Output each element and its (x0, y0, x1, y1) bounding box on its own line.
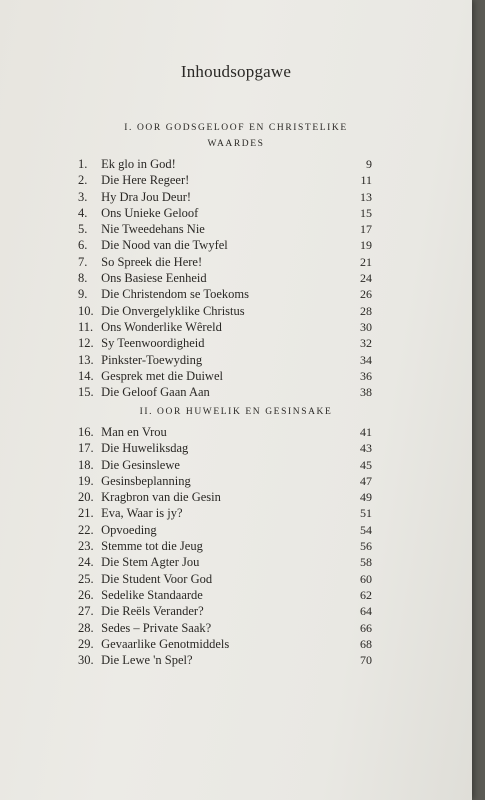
toc-entry-number: 15. (78, 385, 94, 400)
section-heading-line: I. OOR GODSGELOOF EN CHRISTELIKE (124, 123, 348, 133)
toc-entry-page-number: 51 (360, 506, 372, 521)
toc-entry (78, 221, 372, 237)
toc-entry (78, 189, 372, 205)
toc-entry-page-number: 54 (360, 522, 372, 537)
toc-entry (78, 254, 372, 270)
toc-entry-page-number: 68 (360, 636, 372, 651)
toc-entry-page-number: 21 (360, 254, 372, 269)
toc-entry-number: 2. (78, 173, 88, 188)
toc-entry (78, 652, 372, 668)
toc-entry-page-number: 58 (360, 555, 372, 570)
toc-entry-page-number: 13 (360, 189, 372, 204)
toc-entry-page-number: 34 (360, 352, 372, 367)
section-heading-1 (0, 120, 472, 152)
toc-entry-number: 27. (78, 604, 94, 619)
toc-entry-title: Eva, Waar is jy? (101, 506, 183, 521)
toc-entry-number: 18. (78, 457, 94, 472)
toc-entry (78, 440, 372, 456)
toc-entry-title: Die Lewe 'n Spel? (101, 653, 193, 668)
toc-entry (78, 352, 372, 368)
toc-entry-number: 21. (78, 506, 94, 521)
section-heading-line: WAARDES (207, 139, 265, 149)
toc-entry-title: Man en Vrou (101, 425, 167, 439)
toc-entry (78, 205, 372, 221)
toc-list-section-1 (78, 156, 372, 400)
toc-entry-number: 5. (78, 222, 88, 237)
toc-entry (78, 319, 372, 335)
toc-entry-title: Die Nood van die Twyfel (101, 238, 228, 253)
toc-entry-title: Die Huweliksdag (101, 441, 189, 456)
toc-entry-page-number: 70 (360, 653, 372, 668)
toc-entry-title: Ek glo in God! (101, 157, 176, 171)
toc-entry-page-number: 30 (360, 319, 372, 334)
toc-entry-number: 30. (78, 653, 94, 668)
toc-entry-number: 26. (78, 587, 94, 602)
toc-entry-number: 19. (78, 473, 94, 488)
toc-entry-title: Die Reëls Verander? (101, 604, 204, 619)
toc-entry-number: 10. (78, 303, 94, 318)
toc-entry (78, 368, 372, 384)
toc-entry-page-number: 62 (360, 587, 372, 602)
toc-entry (78, 172, 372, 188)
toc-entry (78, 335, 372, 351)
toc-entry-number: 13. (78, 352, 94, 367)
toc-entry-number: 16. (78, 425, 94, 439)
toc-entry-page-number: 66 (360, 620, 372, 635)
toc-entry-page-number: 11 (360, 173, 372, 188)
toc-entry-title: Ons Basiese Eenheid (101, 271, 207, 286)
toc-entry-title: Die Geloof Gaan Aan (101, 385, 210, 400)
toc-entry (78, 571, 372, 587)
toc-entry-number: 25. (78, 571, 94, 586)
toc-entry-number: 14. (78, 368, 94, 383)
toc-entry-title: Kragbron van die Gesin (101, 490, 221, 505)
toc-entry (78, 538, 372, 554)
toc-entry-page-number: 56 (360, 539, 372, 554)
toc-entry-number: 1. (78, 157, 88, 171)
toc-entry (78, 620, 372, 636)
toc-entry-page-number: 43 (360, 441, 372, 456)
toc-entry-title: Sy Teenwoordigheid (101, 336, 205, 351)
toc-entry-number: 3. (78, 189, 88, 204)
toc-entry-title: Die Student Voor God (101, 571, 213, 586)
toc-entry (78, 636, 372, 652)
toc-entry-number: 11. (78, 319, 94, 334)
toc-entry-page-number: 36 (360, 368, 372, 383)
toc-entry-title: Die Onvergelyklike Christus (101, 303, 245, 318)
toc-entry (78, 237, 372, 253)
toc-entry-title: Opvoeding (101, 522, 157, 537)
toc-entry-number: 22. (78, 522, 94, 537)
toc-entry-number: 28. (78, 620, 94, 635)
toc-entry (78, 587, 372, 603)
toc-entry-title: Sedelike Standaarde (101, 587, 203, 602)
toc-entry-page-number: 24 (360, 271, 372, 286)
toc-entry (78, 156, 372, 172)
toc-entry-title: Die Christendom se Toekoms (101, 287, 249, 302)
toc-entry-page-number: 28 (360, 303, 372, 318)
toc-entry-page-number: 38 (360, 385, 372, 400)
page-title: Inhoudsopgawe (180, 62, 292, 81)
toc-entry-page-number: 9 (366, 157, 372, 171)
toc-entry-number: 20. (78, 490, 94, 505)
toc-entry-title: Stemme tot die Jeug (101, 539, 203, 554)
toc-entry-title: Die Here Regeer! (101, 173, 190, 188)
toc-entry-number: 23. (78, 539, 94, 554)
toc-entry-page-number: 47 (360, 473, 372, 488)
toc-entry-page-number: 26 (360, 287, 372, 302)
toc-entry-title: Gevaarlike Genotmiddels (101, 636, 230, 651)
toc-list-section-2 (78, 424, 372, 668)
toc-entry-page-number: 64 (360, 604, 372, 619)
toc-entry-page-number: 17 (360, 222, 372, 237)
toc-entry-title: So Spreek die Here! (101, 254, 203, 269)
toc-entry-title: Die Gesinslewe (101, 457, 180, 472)
toc-entry-number: 9. (78, 287, 88, 302)
toc-entry (78, 286, 372, 302)
toc-entry-page-number: 15 (360, 205, 372, 220)
toc-entry (78, 554, 372, 570)
toc-entry-page-number: 60 (360, 571, 372, 586)
toc-entry-title: Die Stem Agter Jou (101, 555, 200, 570)
toc-entry (78, 522, 372, 538)
toc-entry-page-number: 32 (360, 336, 372, 351)
toc-entry (78, 270, 372, 286)
toc-entry-page-number: 41 (360, 425, 372, 439)
toc-entry-number: 8. (78, 271, 88, 286)
toc-entry-number: 12. (78, 336, 94, 351)
toc-entry-number: 24. (78, 555, 94, 570)
toc-entry (78, 473, 372, 489)
toc-entry-title: Gesprek met die Duiwel (101, 368, 223, 383)
toc-entry-page-number: 19 (360, 238, 372, 253)
section-heading-2 (0, 404, 472, 420)
toc-entry-number: 7. (78, 254, 88, 269)
toc-entry (78, 384, 372, 400)
toc-entry (78, 424, 372, 440)
toc-entry-title: Sedes – Private Saak? (101, 620, 212, 635)
toc-entry-title: Pinkster-Toewyding (101, 352, 203, 367)
toc-entry-title: Gesinsbeplanning (101, 473, 191, 488)
toc-entry (78, 303, 372, 319)
toc-entry-number: 6. (78, 238, 88, 253)
toc-entry-title: Nie Tweedehans Nie (101, 222, 205, 237)
toc-entry (78, 489, 372, 505)
toc-entry-number: 4. (78, 205, 88, 220)
section-heading-line: II. OOR HUWELIK EN GESINSAKE (139, 407, 333, 417)
toc-entry-page-number: 45 (360, 457, 372, 472)
toc-entry (78, 505, 372, 521)
toc-entry-title: Hy Dra Jou Deur! (101, 189, 192, 204)
toc-entry-title: Ons Wonderlike Wêreld (101, 319, 222, 334)
toc-entry-number: 29. (78, 636, 94, 651)
toc-entry (78, 603, 372, 619)
toc-entry (78, 457, 372, 473)
toc-entry-number: 17. (78, 441, 94, 456)
toc-entry-page-number: 49 (360, 490, 372, 505)
toc-entry-title: Ons Unieke Geloof (101, 205, 199, 220)
